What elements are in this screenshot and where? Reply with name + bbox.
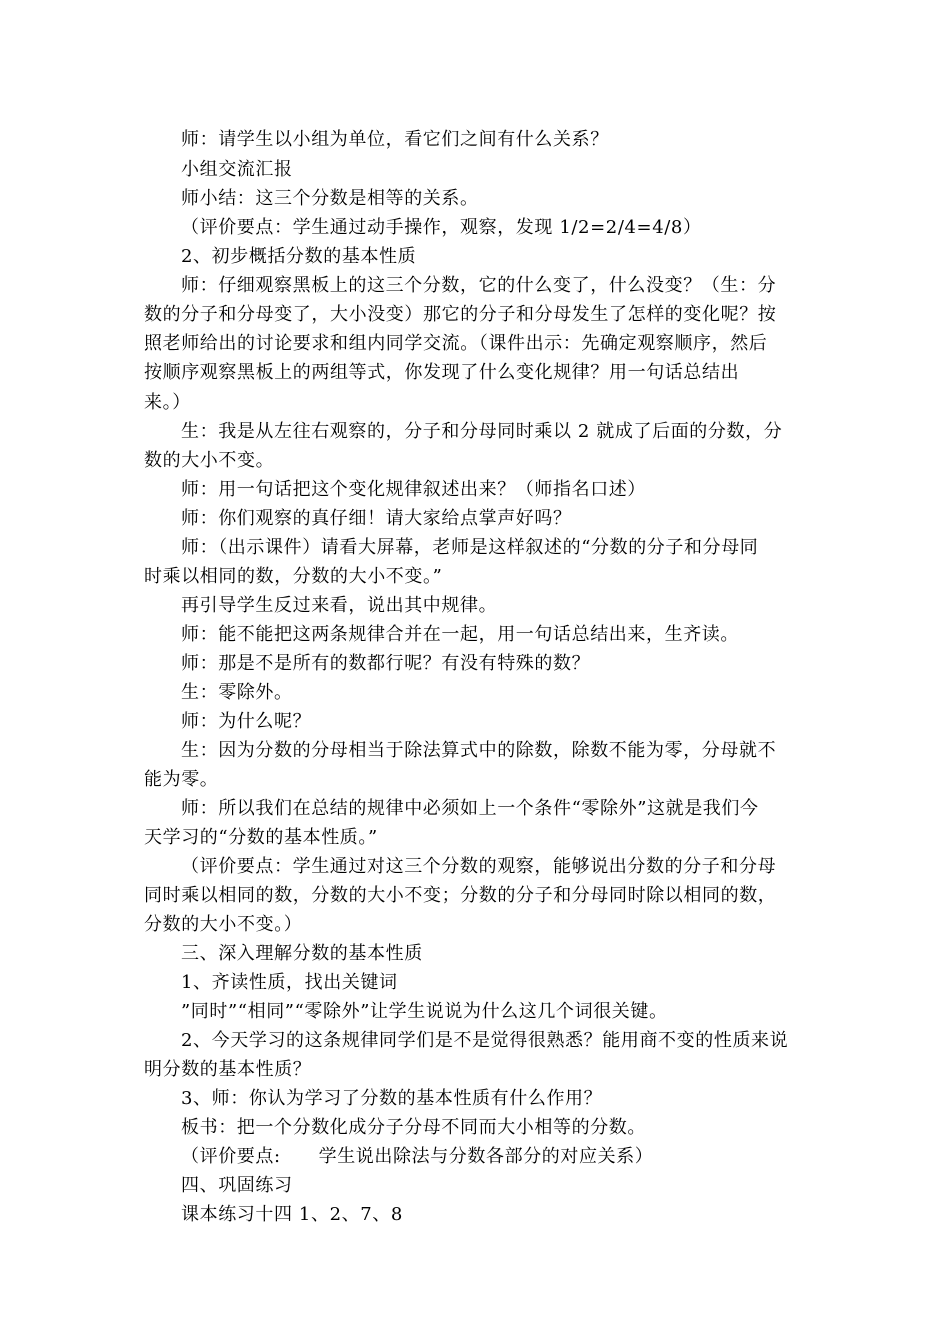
text-line: 同时乘以相同的数，分数的大小不变；分数的分子和分母同时除以相同的数， bbox=[144, 885, 777, 906]
text-line: （评价要点：学生通过动手操作，观察，发现 1/2=2/4=4/8） bbox=[181, 217, 702, 238]
text-line: 照老师给出的讨论要求和组内同学交流。（课件出示：先确定观察顺序，然后 bbox=[144, 333, 768, 354]
text-line: 1、齐读性质，找出关键词 bbox=[181, 972, 398, 993]
text-line: 生：我是从左往右观察的，分子和分母同时乘以 2 就成了后面的分数，分 bbox=[181, 421, 783, 442]
text-line: 时乘以相同的数，分数的大小不变。” bbox=[144, 566, 443, 587]
text-line: ”同时”“相同”“零除外”让学生说说为什么这几个词很关键。 bbox=[181, 1001, 668, 1022]
text-line: 生：因为分数的分母相当于除法算式中的除数，除数不能为零，分母就不 bbox=[181, 740, 777, 761]
text-line: 2、今天学习的这条规律同学们是不是觉得很熟悉？能用商不变的性质来说 bbox=[181, 1030, 789, 1051]
text-line: 能为零。 bbox=[144, 769, 219, 790]
text-line: 师：（出示课件）请看大屏幕，老师是这样叙述的“分数的分子和分母同 bbox=[181, 537, 759, 558]
text-line: （评价要点: 学生说出除法与分数各部分的对应关系） bbox=[181, 1146, 654, 1167]
text-line: 课本练习十四 1、2、7、8 bbox=[181, 1204, 403, 1225]
text-line: 按顺序观察黑板上的两组等式，你发现了什么变化规律？用一句话总结出 bbox=[144, 362, 740, 383]
text-line: 师：能不能把这两条规律合并在一起，用一句话总结出来，生齐读。 bbox=[181, 624, 739, 645]
text-line: 板书：把一个分数化成分子分母不同而大小相等的分数。 bbox=[181, 1117, 646, 1138]
text-line: 生：零除外。 bbox=[181, 682, 293, 703]
text-line: 师：为什么呢？ bbox=[181, 711, 312, 732]
section-heading: 三、深入理解分数的基本性质 bbox=[181, 943, 423, 964]
text-line: 师：请学生以小组为单位，看它们之间有什么关系？ bbox=[181, 129, 609, 150]
text-line: 师：仔细观察黑板上的这三个分数，它的什么变了，什么没变？（生：分 bbox=[181, 275, 777, 296]
section-heading: 2、初步概括分数的基本性质 bbox=[181, 246, 417, 267]
text-line: 数的大小不变。 bbox=[144, 450, 275, 471]
text-line: 小组交流汇报 bbox=[181, 159, 293, 180]
text-line: 师：那是不是所有的数都行呢？有没有特殊的数？ bbox=[181, 653, 591, 674]
text-line: 3、师：你认为学习了分数的基本性质有什么作用？ bbox=[181, 1088, 603, 1109]
text-line: 师：所以我们在总结的规律中必须如上一个条件“零除外”这就是我们今 bbox=[181, 798, 759, 819]
section-heading: 四、巩固练习 bbox=[181, 1175, 293, 1196]
text-line: 分数的大小不变。） bbox=[144, 914, 303, 935]
text-line: 天学习的“分数的基本性质。” bbox=[144, 827, 378, 848]
text-line: 来。） bbox=[144, 392, 191, 413]
text-line: 师小结：这三个分数是相等的关系。 bbox=[181, 188, 479, 209]
text-line: 明分数的基本性质？ bbox=[144, 1059, 312, 1080]
text-line: 再引导学生反过来看，说出其中规律。 bbox=[181, 595, 498, 616]
text-line: （评价要点：学生通过对这三个分数的观察，能够说出分数的分子和分母 bbox=[181, 856, 777, 877]
text-line: 数的分子和分母变了，大小没变）那它的分子和分母发生了怎样的变化呢？按 bbox=[144, 304, 777, 325]
text-line: 师：你们观察的真仔细！请大家给点掌声好吗？ bbox=[181, 508, 572, 529]
text-line: 师：用一句话把这个变化规律叙述出来？（师指名口述） bbox=[181, 479, 646, 500]
